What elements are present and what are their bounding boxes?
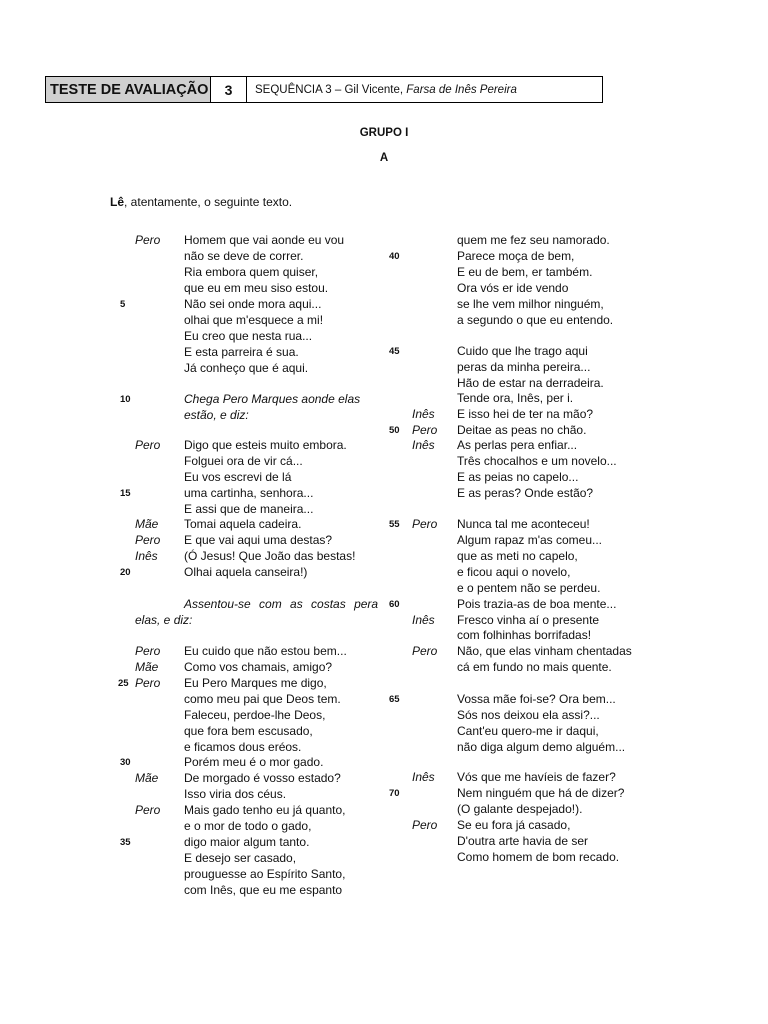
verse-line: que as meti no capelo, [457,549,578,563]
group-heading: GRUPO I [359,127,409,139]
verse-line: quem me fez seu namorado. [457,233,610,247]
verse-line: prouguesse ao Espírito Santo, [184,867,346,881]
test-header [45,76,603,103]
verse-line: Parece moça de bem, [457,249,575,263]
verse-line: De morgado é vosso estado? [184,771,341,785]
verse-line: E isso hei de ter na mão? [457,407,594,421]
line-number: 70 [389,788,400,799]
verse-line: uma cartinha, senhora... [184,486,314,500]
sequence-work: Farsa de Inês Pereira [406,83,517,96]
verse-line: Mais gado tenho eu já quanto, [184,803,346,817]
verse-line: Eu vos escrevi de lá [184,470,292,484]
speaker-name: Inês [412,770,435,784]
speaker-name: Pero [412,644,438,658]
verse-line: E desejo ser casado, [184,851,297,865]
verse-line: que eu em meu siso estou. [184,281,329,295]
verse-line: E que vai aqui uma destas? [184,533,333,547]
line-number: 5 [120,299,126,310]
verse-line: com folhinhas borrifadas! [457,628,592,642]
verse-line: cá em fundo no mais quente. [457,660,612,674]
speaker-name: Pero [135,438,161,452]
verse-line: Cuido que lhe trago aqui [457,344,588,358]
verse-line: (Ó Jesus! Que João das bestas! [184,549,356,563]
line-number: 20 [120,567,131,578]
verse-line: olhai que m'esquece a mi! [184,313,324,327]
speaker-name: Inês [135,549,158,563]
verse-line: As perlas pera enfiar... [457,438,578,452]
verse-line: Hão de estar na derradeira. [457,376,604,390]
line-number: 30 [120,757,131,768]
verse-line: Como vos chamais, amigo? [184,660,333,674]
verse-line: Não, que elas vinham chentadas [457,644,632,658]
speaker-name: Mãe [135,660,159,674]
instruction-rest: , atentamente, o seguinte texto. [124,195,293,209]
verse-line: Três chocalhos e um novelo... [457,454,617,468]
verse-line: não se deve de correr. [184,249,304,263]
instruction-bold: Lê [110,195,125,209]
speaker-name: Pero [135,676,161,690]
line-number: 55 [389,519,400,530]
verse-line: Já conheço que é aqui. [184,361,309,375]
verse-line: E assi que de maneira... [184,502,314,516]
line-number: 60 [389,599,400,610]
verse-line: Faleceu, perdoe-lhe Deos, [184,708,326,722]
line-number: 35 [120,837,131,848]
verse-line: Fresco vinha aí o presente [457,613,600,627]
verse-line: e ficou aqui o novelo, [457,565,571,579]
verse-line: Vossa mãe foi-se? Ora bem... [457,692,616,706]
verse-line: Como homem de bom recado. [457,850,620,864]
verse-line: que fora bem escusado, [184,724,313,738]
verse-line: digo maior algum tanto. [184,835,310,849]
line-number: 65 [389,694,400,705]
verse-line: Porém meu é o mor gado. [184,755,324,769]
verse-line: Sós nos deixou ela assi?... [457,708,600,722]
speaker-name: Mãe [135,771,159,785]
verse-line: E esta parreira é sua. [184,345,299,359]
verse-line: (O galante despejado!). [457,802,583,816]
verse-line: Eu cuido que não estou bem... [184,644,347,658]
verse-line: se lhe vem milhor ninguém, [457,297,604,311]
verse-line: Vós que me havíeis de fazer? [457,770,616,784]
verse-line: e o mor de todo o gado, [184,819,312,833]
line-number: 45 [389,346,400,357]
line-number: 50 [389,425,400,436]
verse-line: Digo que esteis muito embora. [184,438,347,452]
verse-line: com Inês, que eu me espanto [184,883,343,897]
speaker-name: Pero [412,517,438,531]
verse-line: e ficamos dous eréos. [184,740,302,754]
verse-line: Isso viria dos céus. [184,787,287,801]
line-number: 40 [389,251,400,262]
verse-line: Pois trazia-as de boa mente... [457,597,617,611]
verse-line: como meu pai que Deos tem. [184,692,341,706]
verse-line: peras da minha pereira... [457,360,591,374]
stage-direction: elas, e diz: [135,613,193,627]
verse-line: D'outra arte havia de ser [457,834,589,848]
verse-line: E as peias no capelo... [457,470,579,484]
speaker-name: Pero [412,818,438,832]
verse-line: Tomai aquela cadeira. [184,517,302,531]
verse-line: E eu de bem, er também. [457,265,593,279]
speaker-name: Inês [412,438,435,452]
speaker-name: Inês [412,613,435,627]
verse-line: Deitae as peas no chão. [457,423,587,437]
section-heading: A [379,152,389,164]
line-number: 10 [120,394,131,405]
stage-direction: Assentou-se com as costas pera [184,597,379,611]
verse-line: e o pentem não se perdeu. [457,581,601,595]
verse-line: Homem que vai aonde eu vou [184,233,345,247]
verse-line: E as peras? Onde estão? [457,486,594,500]
test-title: TESTE DE AVALIAÇÃO [46,77,211,102]
speaker-name: Pero [135,533,161,547]
verse-line: Ora vós er ide vendo [457,281,569,295]
test-number: 3 [211,77,247,102]
speaker-name: Mãe [135,517,159,531]
verse-line: Nunca tal me aconteceu! [457,517,590,531]
verse-line: Eu Pero Marques me digo, [184,676,327,690]
speaker-name: Pero [412,423,438,437]
verse-line: Olhai aquela canseira!) [184,565,308,579]
line-number: 25 [118,678,129,689]
verse-line: Nem ninguém que há de dizer? [457,786,625,800]
verse-line: Não sei onde mora aqui... [184,297,322,311]
sequence-prefix: SEQUÊNCIA 3 – Gil Vicente, [255,83,404,96]
stage-direction: Chega Pero Marques aonde elas [184,392,361,406]
speaker-name: Pero [135,803,161,817]
verse-line: Algum rapaz m'as comeu... [457,533,603,547]
speaker-name: Pero [135,644,161,658]
verse-line: Folguei ora de vir cá... [184,454,303,468]
verse-line: Eu creo que nesta rua... [184,329,313,343]
verse-line: não diga algum demo alguém... [457,740,626,754]
verse-line: Ria embora quem quiser, [184,265,319,279]
speaker-name: Inês [412,407,435,421]
sequence-label [247,77,602,102]
verse-line: Cant'eu quero-me ir daqui, [457,724,599,738]
line-number: 15 [120,488,131,499]
verse-line: Se eu fora já casado, [457,818,571,832]
verse-line: Tende ora, Inês, per i. [457,391,574,405]
verse-line: a segundo o que eu entendo. [457,313,614,327]
instruction [110,195,292,209]
stage-direction: estão, e diz: [184,408,249,422]
speaker-name: Pero [135,233,161,247]
